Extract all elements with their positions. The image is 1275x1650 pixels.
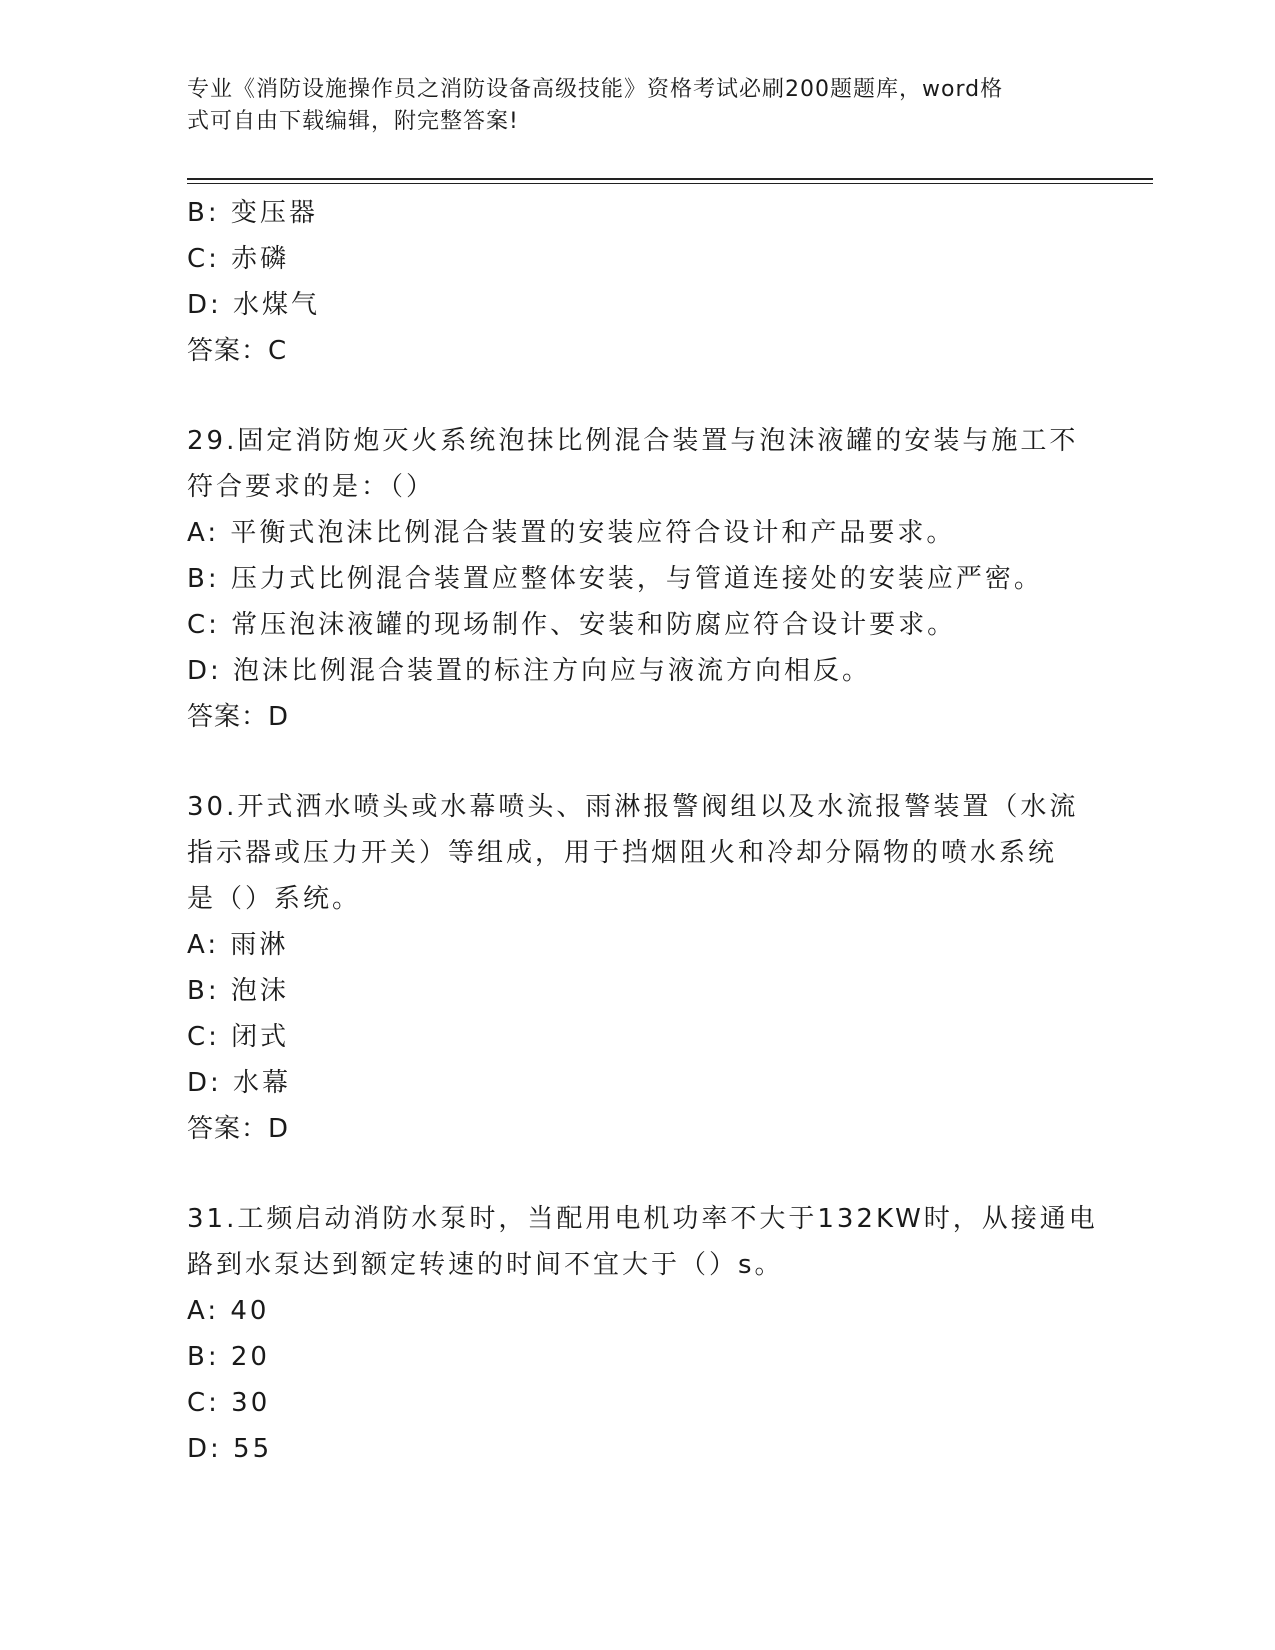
- answer: 答案：D: [187, 1114, 290, 1144]
- answer: 答案：D: [187, 702, 290, 732]
- answer: 答案：C: [187, 336, 288, 366]
- option-b: B: 变压器: [187, 198, 318, 228]
- question-31: [187, 1196, 1098, 1472]
- question-30: [187, 784, 1087, 1152]
- option-b: B: 泡沫: [187, 976, 289, 1006]
- question-text-line: 29.固定消防炮灭火系统泡抹比例混合装置与泡沫液罐的安装与施工不: [187, 426, 1079, 456]
- option-a: A: 40: [187, 1296, 270, 1326]
- question-text-line: 指示器或压力开关）等组成，用于挡烟阻火和冷却分隔物的喷水系统: [187, 838, 1058, 868]
- question-text-line: 路到水泵达到额定转速的时间不宜大于（）s。: [187, 1250, 784, 1280]
- question-text-line: 是（）系统。: [187, 884, 362, 914]
- question-text-line: 31.工频启动消防水泵时，当配用电机功率不大于132KW时，从接通电: [187, 1204, 1098, 1234]
- option-c: C: 闭式: [187, 1022, 290, 1052]
- option-c: C: 常压泡沫液罐的现场制作、安装和防腐应符合设计要求。: [187, 610, 957, 640]
- option-c: C: 30: [187, 1388, 271, 1418]
- option-d: D: 水煤气: [187, 290, 321, 320]
- question-28-tail: [187, 190, 1087, 374]
- question-text-line: 30.开式洒水喷头或水幕喷头、雨淋报警阀组以及水流报警装置（水流: [187, 792, 1079, 822]
- header-rule-thin: [187, 183, 1153, 184]
- document-header: [187, 74, 1067, 138]
- option-a: A: 平衡式泡沫比例混合装置的安装应符合设计和产品要求。: [187, 518, 956, 548]
- option-b: B: 压力式比例混合装置应整体安装，与管道连接处的安装应严密。: [187, 564, 1043, 594]
- question-29: [187, 418, 1087, 740]
- header-line-2: 式可自由下载编辑，附完整答案!: [187, 109, 519, 134]
- option-a: A: 雨淋: [187, 930, 289, 960]
- header-rule-thick: [187, 178, 1153, 180]
- question-list: [187, 190, 1098, 1472]
- option-b: B: 20: [187, 1342, 270, 1372]
- option-c: C: 赤磷: [187, 244, 290, 274]
- option-d: D: 55: [187, 1434, 273, 1464]
- option-d: D: 泡沫比例混合装置的标注方向应与液流方向相反。: [187, 656, 872, 686]
- option-d: D: 水幕: [187, 1068, 292, 1098]
- header-line-1: 专业《消防设施操作员之消防设备高级技能》资格考试必刷200题题库，word格: [187, 77, 1004, 102]
- question-text-line: 符合要求的是：（）: [187, 472, 436, 502]
